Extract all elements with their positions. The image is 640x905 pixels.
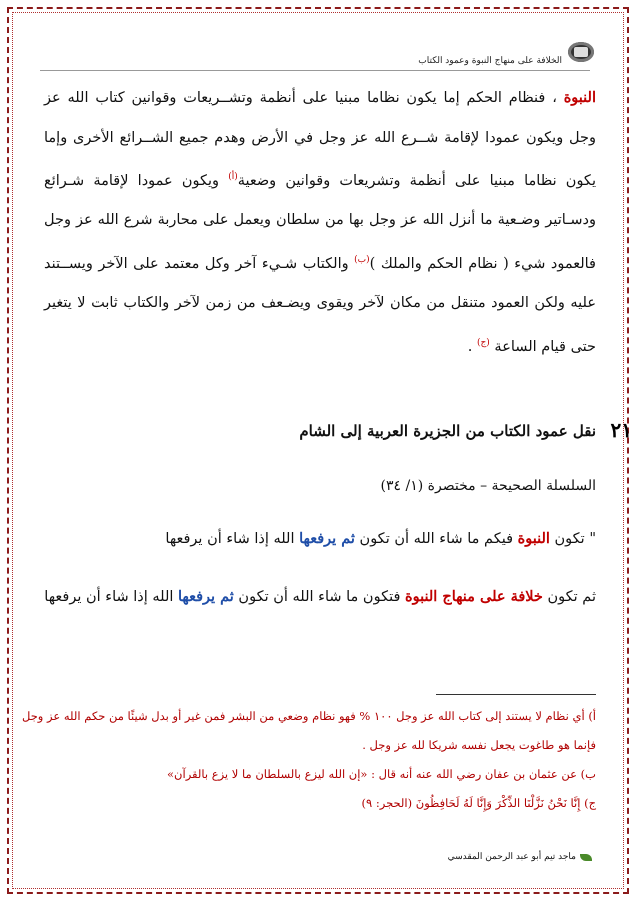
page-header [418,38,594,66]
main-paragraph [44,78,596,367]
footnote-a-line-2: فإنما هو طاغوت يجعل نفسه شريكا لله عز وجل . [362,738,596,752]
hadith-line-1 [165,530,596,547]
author-name: ماجد تيم أبو عبد الرحمن المقدسي [447,852,576,862]
paragraph-part-3: والكتاب شـيء آخر وكل معتمد على الآخر ويســتند عليه ولكن العمود متنقل من مكان لآخر ويقوى ويضـعف من زمن لآخر والكتاب ثابت لا يتغير حتى قيام الساعة [44,255,596,355]
header-title: الخلافة على منهاج النبوة وعمود الكتاب [418,56,562,66]
footnote-a-line-1: أ) أي نظام لا يستند إلى كتاب الله عز وجل ١٠٠ % فهو نظام وضعي من البشر فمن غير أو بدل شيئًا من حكم الله عز وجل [21,709,596,723]
footnote-b: ب) عن عثمان بن عفان رضي الله عنه أنه قال : «إن الله ليزع بالسلطان ما لا يزع بالقرآن» [167,767,596,781]
footnote-ref-c[interactable]: (ج) [476,337,490,348]
hadith-1-c: الله إذا شاء أن يرفعها [165,531,300,547]
leaf-icon [580,854,592,861]
footnotes [21,702,596,818]
hadith-source: السلسلة الصحيحة – مختصرة (١/ ٣٤) [380,478,596,494]
hadith-2-blue: ثم يرفعها [178,588,234,605]
paragraph-part-2: ويكون عمودا لإقامة شـرائع ودسـاتير وضـعية ما أنزل الله عز وجل بها من سلطان ويعمل على محاربة شرع الله عز وجل فالعمود شيء ( نظام الحكم والملك ) [44,172,596,272]
hadith-line-2 [44,588,596,605]
hadith-1-b: فيكم ما شاء الله أن تكون [354,531,518,547]
footnote-c: ج) إِنَّا نَحْنُ نَزَّلْنَا الذِّكْرَ وَإِنَّا لَهُ لَحَافِظُونَ (الحجر: ٩) [361,796,596,810]
hadith-1-blue: ثم يرفعها [299,530,355,547]
hadith-2-a: ثم تكون [542,589,596,605]
paragraph-part-1: ، فنظام الحكم إما يكون نظاما مبنيا على أنظمة وتشــريعات وقوانين كتاب الله عز وجل ويكون عمودا لإقامة شــرع الله عز وجل في الأرض وهدم جميع الشــرائع الأخرى وإما يكون نظاما مبنيا على أنظمة وتشريعات وقوانين وضعية [44,90,596,189]
hadith-2-red: خلافة على منهاج النبوة [405,588,543,605]
hadith-2-c: الله إذا شاء أن يرفعها [44,589,179,605]
header-divider [40,70,590,71]
book-logo-icon [568,42,594,62]
author-credit [448,852,592,862]
section-heading: نقل عمود الكتاب من الجزيرة العربية إلى الشام [299,422,596,440]
hadith-1-a: " تكون [549,531,596,547]
hadith-2-b: فتكون ما شاء الله أن تكون [233,589,405,605]
page-number: ٢١ [610,418,632,442]
footnote-ref-a[interactable]: (أ) [228,172,238,182]
footnote-ref-b[interactable]: (ب) [354,254,370,265]
paragraph-close: . [467,338,477,355]
highlight-prophethood: النبوة [563,89,596,106]
hadith-1-red: النبوة [517,530,550,547]
footnote-divider [436,694,596,695]
